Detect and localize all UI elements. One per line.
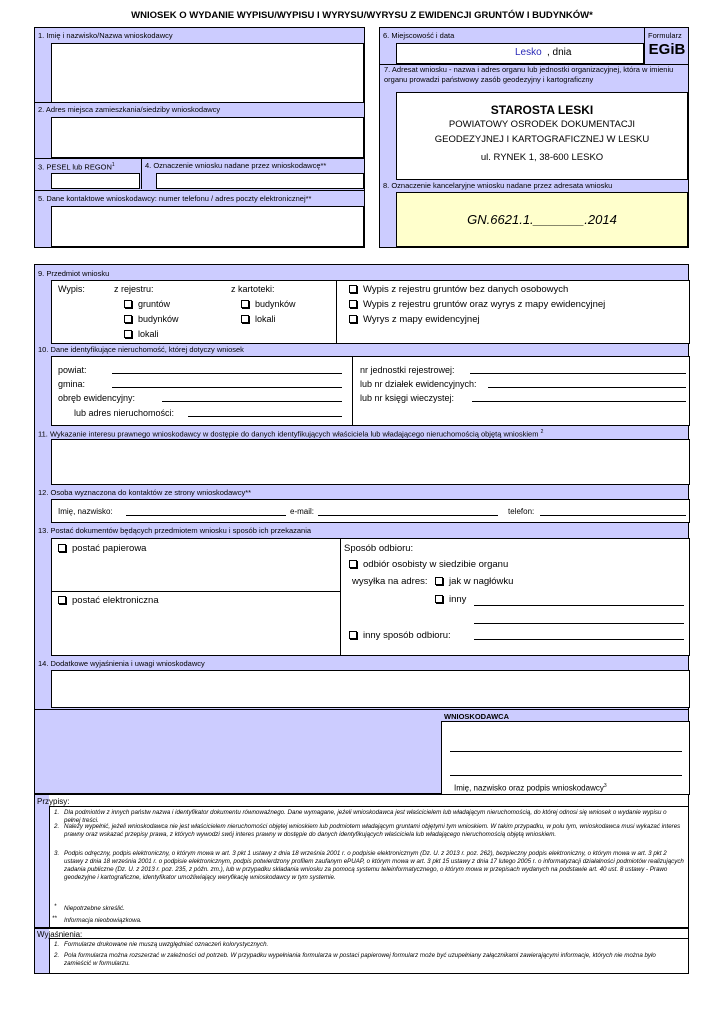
footnote-3: Podpis odręczny, podpis elektroniczny, o którym mowa w art. 3 pkt 1 ustawy z dnia 18 września 2001 r. o podpisie elektronicznym (Dz. U. z 2013 r. poz. 262), bezpieczny podpis elektroniczny, o którym mowa w art. 3 pkt 2 ustawy z dnia 18 września 2001 r. o podpisie elektronicznym, podpis potwierdzony profilem zaufanym ePUAP, o którym mowa w art. 3 pkt 15 ustawy z dnia 17 lutego 2005 r. o informatyzacji działalności podmiotów realizujących zadania publiczne (Dz. U. z 2013 r. poz. 235, z późn. zm.), lub w przypadku składania wniosku za pomocą systemu teleinformatycznego, o którym mowa w przepisach wydanych na podstawie art. 40 ust. 8 ustawy - Prawo geodezyjne i kartograficzne, identyfikator umożliwiający weryfikację wnioskodawcy w tym systemie.	[64, 850, 684, 881]
form-code: EGiB	[648, 41, 686, 58]
form-title: WNIOSEK O WYDANIE WYPISU/WYPISU I WYRYSU/WYRYSU Z EWIDENCJI GRUNTÓW I BUDYNKÓW*	[131, 10, 593, 21]
other-method-option[interactable]: inny sposób odbioru:	[349, 630, 451, 641]
addressee-line3: ul. RYNEK 1, 38-600 LESKO	[480, 152, 604, 163]
obreb-input[interactable]	[162, 401, 342, 402]
electronic-option[interactable]: postać elektroniczna	[58, 595, 159, 606]
field-6-label: 6. Miejscowość i data	[383, 31, 455, 40]
field-13-label: 13. Postać dokumentów będących przedmiotem wniosku i sposób ich przekazania	[38, 526, 312, 535]
checkbox[interactable]	[435, 595, 443, 603]
checkbox[interactable]	[58, 596, 66, 604]
powiat-label: powiat:	[58, 365, 87, 375]
addressee-name: STAROSTA LESKI	[490, 103, 594, 117]
applicant-ref-input[interactable]	[156, 173, 364, 189]
contact-email-input[interactable]	[318, 515, 498, 516]
adres-label: lub adres nieruchomości:	[74, 408, 175, 418]
remarks-input[interactable]	[51, 670, 690, 708]
field-5-label: 5. Dane kontaktowe wnioskodawcy: numer telefonu / adres poczty elektronicznej**	[38, 194, 312, 203]
rejestr-label: z rejestru:	[114, 284, 154, 294]
field-4-label: 4. Oznaczenie wniosku nadane przez wnioskodawcę**	[145, 161, 327, 170]
option-wypis-i-wyrys[interactable]: Wypis z rejestru gruntów oraz wyrys z mapy ewidencyjnej	[349, 299, 605, 310]
footnote-2: Należy wypełnić, jeżeli wnioskodawca nie jest właścicielem nieruchomości objętej wnioskiem lub podmiotem władającym gruntami objętymi tym wnioskiem. W takim przypadku, w polu tym, wnioskodawca musi wykazać interes prawny oraz wskazać przepisy prawa, z których wywodzi swój interes prawny w dostępie do danych identyfikujących właściciela lub władającego nieruchomością objętą wnioskiem.	[64, 823, 681, 838]
checkbox[interactable]	[241, 315, 249, 323]
addressee-line2: GEODEZYJNEJ I KARTOGRAFICZNEJ W LESKU	[434, 134, 650, 145]
kartoteka-lokali[interactable]: lokali	[241, 314, 276, 325]
checkbox[interactable]	[124, 315, 132, 323]
header-address-option[interactable]: jak w nagłówku	[435, 576, 513, 587]
addressee-box	[396, 92, 688, 180]
field-12-label: 12. Osoba wyznaczona do kontaktów ze strony wnioskodawcy**	[38, 488, 252, 497]
other-method-input[interactable]	[474, 639, 684, 640]
legal-interest-input[interactable]	[51, 439, 690, 485]
gmina-input[interactable]	[112, 387, 342, 388]
applicant-address-input[interactable]	[51, 117, 364, 158]
footnote-star-1: Niepotrzebne skreślić.	[64, 905, 125, 912]
other-address-option[interactable]: inny	[435, 594, 466, 605]
ksiega-input[interactable]	[472, 401, 686, 402]
wypis-label: Wypis:	[58, 284, 85, 294]
dzialki-input[interactable]	[488, 387, 686, 388]
date-suffix: , dnia	[547, 47, 572, 58]
explanations-title: Wyjaśnienia:	[37, 930, 83, 939]
contact-email-label: e-mail:	[290, 507, 315, 516]
checkbox[interactable]	[349, 560, 357, 568]
field-10-label: 10. Dane identyfikujące nieruchomość, której dotyczy wniosek	[38, 345, 244, 354]
applicant-name-input[interactable]	[51, 43, 364, 103]
footnote-star-2: Informacja nieobowiązkowa.	[64, 917, 142, 924]
gmina-label: gmina:	[58, 379, 86, 389]
contact-phone-label: telefon:	[508, 507, 535, 516]
kartoteka-budynkow[interactable]: budynków	[241, 299, 296, 310]
main-block	[34, 264, 689, 794]
option-wyrys[interactable]: Wyrys z mapy ewidencyjnej	[349, 314, 480, 325]
place-date-input[interactable]	[396, 43, 644, 64]
other-address-input-1[interactable]	[474, 605, 684, 606]
contact-name-label: Imię, nazwisko:	[58, 507, 113, 516]
subject-box	[51, 280, 690, 344]
ksiega-label: lub nr księgi wieczystej:	[360, 393, 455, 403]
method-label: Sposób odbioru:	[344, 543, 414, 554]
field-8-label: 8. Oznaczenie kancelaryjne wniosku nadane przez adresata wniosku	[383, 181, 613, 190]
powiat-input[interactable]	[112, 373, 342, 374]
office-reference: GN.6621.1._______.2014	[467, 212, 617, 227]
signature-caption: Imię, nazwisko oraz podpis wnioskodawcy$^3$	[454, 783, 607, 793]
other-address-input-2[interactable]	[474, 623, 684, 624]
checkbox[interactable]	[58, 544, 66, 552]
checkbox[interactable]	[349, 631, 357, 639]
dzialki-label: lub nr działek ewidencyjnych:	[360, 379, 477, 389]
field-7-label: 7. Adresat wniosku - nazwa i adres organu lub jednostki organizacyjnej, która w imieniu organu prowadzi państwowy zasób geodezyjny i kartograficzny	[384, 65, 674, 84]
delivery-box	[51, 538, 690, 656]
rejestr-budynkow[interactable]: budynków	[124, 314, 179, 325]
checkbox[interactable]	[124, 300, 132, 308]
checkbox[interactable]	[241, 300, 249, 308]
jednostka-label: nr jednostki rejestrowej:	[360, 365, 455, 375]
kartoteki-label: z kartoteki:	[231, 284, 275, 294]
footnotes-title: Przypisy:	[37, 797, 70, 806]
field-2-label: 2. Adres miejsca zamieszkania/siedziby wnioskodawcy	[38, 105, 221, 114]
signature-line-2	[450, 775, 682, 776]
contact-phone-input[interactable]	[540, 515, 686, 516]
explanations-box: Wyjaśnienia: 1. Formularze drukowane nie muszą uwzględniać oznaczeń kolorystycznych. 2. Pola formularza można rozszerzać w zależności od potrzeb. W przypadku wypełniania formularza w postaci papierowej formularz może być uzupełniany załącznikami zawierającymi informacje, których nie można było zamieścić w formularzu.	[34, 928, 689, 974]
signature-title: WNIOSKODAWCA	[444, 712, 509, 721]
signature-line-1	[450, 751, 682, 752]
adres-input[interactable]	[188, 416, 342, 417]
checkbox[interactable]	[435, 577, 443, 585]
property-box	[51, 356, 690, 426]
addressee-line1: POWIATOWY OSRODEK DOKUMENTACJI	[448, 119, 636, 130]
checkbox[interactable]	[349, 300, 357, 308]
option-wypis-bez-danych[interactable]: Wypis z rejestru gruntów bez danych osobowych	[349, 284, 568, 295]
place-value: Lesko	[515, 47, 542, 58]
obreb-label: obręb ewidencyjny:	[58, 393, 136, 403]
field-9-label: 9. Przedmiot wniosku	[38, 269, 110, 278]
contact-name-input[interactable]	[126, 515, 286, 516]
personal-pickup-option[interactable]: odbiór osobisty w siedzibie organu	[349, 559, 508, 570]
footnotes-box: Przypisy: 1. Dla podmiotów z innych państw nazwa i identyfikator dokumentu równoważnego. Dane wymagane, jeżeli wnioskodawca jest właścicielem lub władającym nieruchomością, do której odnosi się wniosek o wydanie wypisu o pełnej treści. 2. Należy wypełnić, jeżeli wnioskodawca nie jest właścicielem nieruchomości objętej wnioskiem lub podmiotem władającym gruntami objętymi tym wnioskiem. W takim przypadku, w polu tym, wnioskodawca musi wykazać interes prawny oraz wskazać przepisy prawa, z których wywodzi swój interes prawny w dostępie do danych identyfikujących właściciela lub władającego nieruchomością objętą wnioskiem. 3. Podpis odręczny, podpis elektroniczny, o którym mowa w art. 3 pkt 1 ustawy z dnia 18 września 2001 r. o podpisie elektronicznym (Dz. U. z 2013 r. poz. 262), bezpieczny podpis elektroniczny, o którym mowa w art. 3 pkt 2 ustawy z dnia 18 września 2001 r. o podpisie elektronicznym, podpis potwierdzony profilem zaufanym ePUAP, o którym mowa w art. 3 pkt 15 ustawy z dnia 17 lutego 2005 r. o informatyzacji działalności podmiotów realizujących zadania publiczne (Dz. U. z 2013 r. poz. 235, z późn. zm.), lub w przypadku składania wniosku za pomocą systemu teleinformatycznego, o którym mowa w przepisach wydanych na podstawie art. 40 ust. 8 ustawy - Prawo geodezyjne i kartograficzne, identyfikator umożliwiający weryfikację wnioskodawcy w tym systemie. * Niepotrzebne skreślić. ** Informacja nieobowiązkowa.	[34, 794, 689, 928]
field-11-label: 11. Wykazanie interesu prawnego wnioskodawcy w dostępie do danych identyfikujących właściciela lub władającego nieruchomością objętą wnioskiem $^2$	[38, 429, 544, 439]
pesel-input[interactable]	[51, 173, 140, 189]
mail-label: wysyłka na adres:	[352, 576, 428, 587]
rejestr-gruntow[interactable]: gruntów	[124, 299, 170, 310]
checkbox[interactable]	[349, 315, 357, 323]
form-label: Formularz	[648, 31, 682, 40]
signature-box[interactable]	[441, 721, 690, 795]
field-1-label: 1. Imię i nazwisko/Nazwa wnioskodawcy	[38, 31, 173, 40]
checkbox[interactable]	[349, 285, 357, 293]
applicant-block	[34, 27, 365, 248]
contact-person-box	[51, 499, 690, 523]
office-block	[379, 27, 689, 248]
explanation-2: Pola formularza można rozszerzać w zależności od potrzeb. W przypadku wypełniania formularza w postaci papierowej formularz może być uzupełniany załącznikami zawierającymi informacje, których nie można było zamieścić w formularzu.	[64, 952, 656, 967]
explanation-1: Formularze drukowane nie muszą uwzględniać oznaczeń kolorystycznych.	[64, 941, 269, 948]
office-reference-box[interactable]	[396, 192, 688, 247]
checkbox[interactable]	[124, 330, 132, 338]
footnote-1: Dla podmiotów z innych państw nazwa i identyfikator dokumentu równoważnego. Dane wymagane, jeżeli wnioskodawca jest właścicielem lub władającym nieruchomością, do której odnosi się wniosek o wydanie wypisu o pełnej treści.	[64, 809, 667, 824]
field-3-label: 3. PESEL lub REGON$^1$	[38, 162, 115, 172]
paper-option[interactable]: postać papierowa	[58, 543, 146, 554]
contact-input[interactable]	[51, 206, 364, 247]
rejestr-lokali[interactable]: lokali	[124, 329, 159, 340]
field-14-label: 14. Dodatkowe wyjaśnienia i uwagi wnioskodawcy	[38, 659, 205, 668]
jednostka-input[interactable]	[470, 373, 686, 374]
